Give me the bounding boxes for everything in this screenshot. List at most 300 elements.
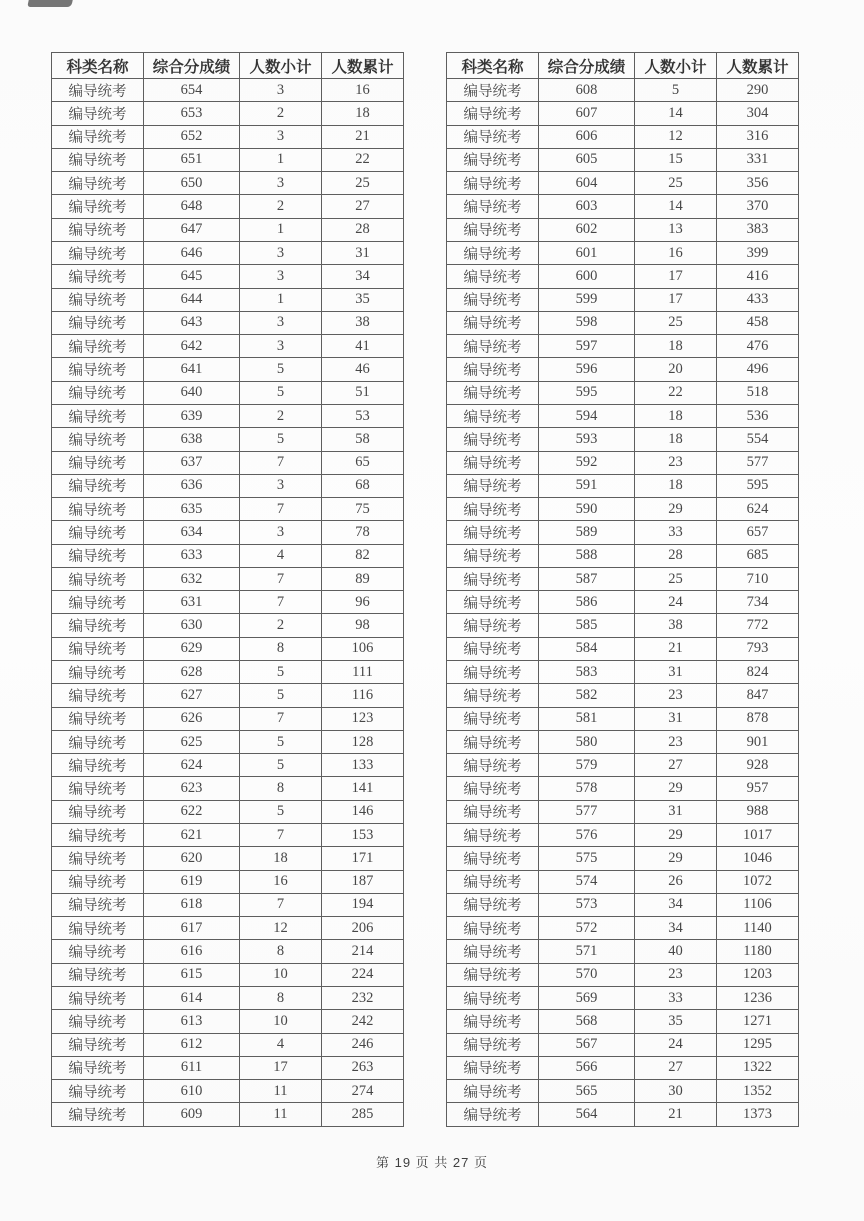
table-cell: 635: [144, 498, 240, 521]
table-cell: 571: [539, 940, 635, 963]
table-cell: 611: [144, 1056, 240, 1079]
table-cell: 18: [635, 428, 717, 451]
table-cell: 编导统考: [447, 1080, 539, 1103]
table-cell: 编导统考: [52, 498, 144, 521]
table-cell: 7: [240, 567, 322, 590]
table-cell: 1046: [717, 847, 799, 870]
table-cell: 41: [322, 335, 404, 358]
table-cell: 编导统考: [52, 125, 144, 148]
table-cell: 570: [539, 963, 635, 986]
table-cell: 580: [539, 730, 635, 753]
table-row: [447, 544, 799, 567]
table-row: [52, 754, 404, 777]
table-cell: 616: [144, 940, 240, 963]
table-cell: 433: [717, 288, 799, 311]
table-cell: 编导统考: [52, 777, 144, 800]
table-cell: 编导统考: [447, 684, 539, 707]
table-cell: 214: [322, 940, 404, 963]
table-cell: 8: [240, 986, 322, 1009]
table-cell: 编导统考: [447, 148, 539, 171]
table-cell: 187: [322, 870, 404, 893]
table-cell: 3: [240, 241, 322, 264]
table-cell: 637: [144, 451, 240, 474]
table-cell: 383: [717, 218, 799, 241]
table-cell: 641: [144, 358, 240, 381]
table-row: [52, 544, 404, 567]
table-cell: 编导统考: [447, 1033, 539, 1056]
table-cell: 编导统考: [52, 451, 144, 474]
table-row: [447, 963, 799, 986]
table-cell: 3: [240, 265, 322, 288]
table-row: [447, 218, 799, 241]
table-cell: 编导统考: [52, 521, 144, 544]
table-cell: 586: [539, 591, 635, 614]
table-row: [447, 498, 799, 521]
table-cell: 编导统考: [52, 800, 144, 823]
table-cell: 619: [144, 870, 240, 893]
table-cell: 编导统考: [447, 474, 539, 497]
table-cell: 10: [240, 963, 322, 986]
table-cell: 编导统考: [447, 707, 539, 730]
table-cell: 编导统考: [447, 986, 539, 1009]
table-cell: 2: [240, 404, 322, 427]
table-cell: 82: [322, 544, 404, 567]
table-cell: 710: [717, 567, 799, 590]
table-cell: 编导统考: [447, 661, 539, 684]
table-cell: 编导统考: [447, 358, 539, 381]
table-row: [447, 474, 799, 497]
table-cell: 496: [717, 358, 799, 381]
column-header: 人数累计: [717, 53, 799, 79]
table-cell: 1017: [717, 824, 799, 847]
table-cell: 623: [144, 777, 240, 800]
table-cell: 编导统考: [52, 754, 144, 777]
table-cell: 620: [144, 847, 240, 870]
table-cell: 582: [539, 684, 635, 707]
table-cell: 639: [144, 404, 240, 427]
table-cell: 3: [240, 125, 322, 148]
table-cell: 3: [240, 79, 322, 102]
table-cell: 12: [635, 125, 717, 148]
table-cell: 75: [322, 498, 404, 521]
header-row: [447, 53, 799, 79]
table-cell: 3: [240, 474, 322, 497]
table-cell: 编导统考: [447, 498, 539, 521]
table-row: [52, 404, 404, 427]
table-cell: 596: [539, 358, 635, 381]
table-cell: 1: [240, 288, 322, 311]
table-cell: 编导统考: [52, 218, 144, 241]
table-cell: 18: [322, 102, 404, 125]
table-row: [447, 707, 799, 730]
table-cell: 28: [635, 544, 717, 567]
table-cell: 编导统考: [52, 917, 144, 940]
table-cell: 1072: [717, 870, 799, 893]
table-cell: 654: [144, 79, 240, 102]
column-header: 人数小计: [635, 53, 717, 79]
table-row: [447, 870, 799, 893]
table-cell: 647: [144, 218, 240, 241]
table-cell: 25: [322, 172, 404, 195]
table-cell: 643: [144, 311, 240, 334]
table-cell: 编导统考: [447, 172, 539, 195]
table-row: [52, 567, 404, 590]
table-cell: 31: [635, 707, 717, 730]
table-cell: 编导统考: [52, 148, 144, 171]
table-cell: 21: [322, 125, 404, 148]
table-cell: 编导统考: [52, 940, 144, 963]
table-cell: 24: [635, 1033, 717, 1056]
scan-artifact: [27, 0, 72, 7]
table-row: [447, 1056, 799, 1079]
table-cell: 11: [240, 1080, 322, 1103]
table-row: [447, 1033, 799, 1056]
table-cell: 599: [539, 288, 635, 311]
table-cell: 601: [539, 241, 635, 264]
table-cell: 642: [144, 335, 240, 358]
table-cell: 629: [144, 637, 240, 660]
table-cell: 274: [322, 1080, 404, 1103]
table-cell: 编导统考: [52, 870, 144, 893]
table-cell: 编导统考: [52, 963, 144, 986]
table-cell: 116: [322, 684, 404, 707]
table-cell: 编导统考: [52, 311, 144, 334]
table-cell: 编导统考: [447, 847, 539, 870]
table-cell: 356: [717, 172, 799, 195]
table-cell: 171: [322, 847, 404, 870]
table-cell: 23: [635, 451, 717, 474]
table-cell: 65: [322, 451, 404, 474]
table-cell: 编导统考: [447, 335, 539, 358]
table-cell: 1295: [717, 1033, 799, 1056]
table-row: [447, 824, 799, 847]
table-cell: 51: [322, 381, 404, 404]
table-cell: 1352: [717, 1080, 799, 1103]
column-header: 人数小计: [240, 53, 322, 79]
table-row: [52, 707, 404, 730]
table-cell: 38: [322, 311, 404, 334]
table-cell: 399: [717, 241, 799, 264]
table-row: [447, 591, 799, 614]
table-cell: 8: [240, 940, 322, 963]
table-row: [52, 777, 404, 800]
table-cell: 编导统考: [447, 777, 539, 800]
table-cell: 25: [635, 172, 717, 195]
table-cell: 编导统考: [447, 940, 539, 963]
column-header: 综合分成绩: [144, 53, 240, 79]
table-cell: 编导统考: [52, 614, 144, 637]
table-cell: 574: [539, 870, 635, 893]
table-cell: 编导统考: [52, 1033, 144, 1056]
table-row: [52, 847, 404, 870]
table-row: [52, 614, 404, 637]
table-cell: 589: [539, 521, 635, 544]
table-row: [52, 800, 404, 823]
table-cell: 27: [322, 195, 404, 218]
table-cell: 编导统考: [52, 195, 144, 218]
table-cell: 31: [635, 800, 717, 823]
table-row: [52, 661, 404, 684]
table-cell: 编导统考: [447, 102, 539, 125]
table-cell: 634: [144, 521, 240, 544]
table-row: [52, 1010, 404, 1033]
table-row: [52, 684, 404, 707]
table-row: [447, 1010, 799, 1033]
table-cell: 598: [539, 311, 635, 334]
tables-container: [51, 52, 799, 1127]
table-cell: 584: [539, 637, 635, 660]
table-row: [447, 79, 799, 102]
table-cell: 编导统考: [447, 591, 539, 614]
table-cell: 650: [144, 172, 240, 195]
table-cell: 194: [322, 893, 404, 916]
table-cell: 编导统考: [52, 824, 144, 847]
table-cell: 7: [240, 498, 322, 521]
table-row: [52, 288, 404, 311]
table-cell: 536: [717, 404, 799, 427]
table-cell: 564: [539, 1103, 635, 1127]
table-cell: 编导统考: [447, 125, 539, 148]
table-cell: 604: [539, 172, 635, 195]
table-cell: 22: [635, 381, 717, 404]
table-cell: 编导统考: [52, 730, 144, 753]
table-cell: 572: [539, 917, 635, 940]
table-cell: 578: [539, 777, 635, 800]
table-cell: 16: [322, 79, 404, 102]
table-cell: 5: [240, 684, 322, 707]
table-cell: 638: [144, 428, 240, 451]
table-row: [52, 381, 404, 404]
table-cell: 3: [240, 521, 322, 544]
table-cell: 206: [322, 917, 404, 940]
table-cell: 331: [717, 148, 799, 171]
table-row: [52, 824, 404, 847]
table-cell: 98: [322, 614, 404, 637]
table-cell: 编导统考: [447, 917, 539, 940]
table-cell: 590: [539, 498, 635, 521]
table-cell: 96: [322, 591, 404, 614]
table-cell: 592: [539, 451, 635, 474]
table-cell: 8: [240, 777, 322, 800]
table-cell: 23: [635, 684, 717, 707]
table-cell: 编导统考: [447, 265, 539, 288]
table-cell: 653: [144, 102, 240, 125]
table-cell: 793: [717, 637, 799, 660]
column-header: 科类名称: [52, 53, 144, 79]
table-row: [447, 847, 799, 870]
table-cell: 3: [240, 172, 322, 195]
table-row: [447, 1103, 799, 1127]
table-cell: 106: [322, 637, 404, 660]
table-cell: 25: [635, 567, 717, 590]
table-cell: 编导统考: [447, 381, 539, 404]
table-cell: 17: [240, 1056, 322, 1079]
table-cell: 626: [144, 707, 240, 730]
table-cell: 5: [240, 358, 322, 381]
table-cell: 编导统考: [447, 311, 539, 334]
table-cell: 编导统考: [52, 381, 144, 404]
table-cell: 597: [539, 335, 635, 358]
table-cell: 编导统考: [447, 451, 539, 474]
table-cell: 1: [240, 218, 322, 241]
table-cell: 68: [322, 474, 404, 497]
table-row: [447, 335, 799, 358]
table-cell: 8: [240, 637, 322, 660]
table-cell: 657: [717, 521, 799, 544]
table-cell: 34: [635, 893, 717, 916]
table-cell: 624: [717, 498, 799, 521]
table-cell: 编导统考: [52, 893, 144, 916]
table-cell: 编导统考: [52, 428, 144, 451]
table-cell: 编导统考: [52, 567, 144, 590]
table-cell: 18: [240, 847, 322, 870]
table-cell: 652: [144, 125, 240, 148]
table-row: [52, 637, 404, 660]
table-row: [447, 986, 799, 1009]
table-row: [52, 218, 404, 241]
table-cell: 编导统考: [447, 79, 539, 102]
table-cell: 14: [635, 195, 717, 218]
table-cell: 566: [539, 1056, 635, 1079]
table-cell: 5: [240, 800, 322, 823]
table-row: [52, 498, 404, 521]
table-cell: 7: [240, 591, 322, 614]
table-cell: 577: [539, 800, 635, 823]
table-cell: 16: [240, 870, 322, 893]
table-cell: 编导统考: [447, 218, 539, 241]
table-cell: 1106: [717, 893, 799, 916]
table-cell: 20: [635, 358, 717, 381]
table-row: [52, 358, 404, 381]
table-row: [447, 917, 799, 940]
table-cell: 1236: [717, 986, 799, 1009]
table-cell: 603: [539, 195, 635, 218]
table-cell: 594: [539, 404, 635, 427]
table-row: [52, 172, 404, 195]
table-row: [447, 684, 799, 707]
table-cell: 编导统考: [52, 265, 144, 288]
table-cell: 编导统考: [447, 567, 539, 590]
table-cell: 编导统考: [447, 1056, 539, 1079]
page-footer: 第 19 页 共 27 页: [376, 1155, 488, 1170]
table-cell: 581: [539, 707, 635, 730]
table-cell: 847: [717, 684, 799, 707]
table-cell: 22: [322, 148, 404, 171]
table-cell: 编导统考: [52, 986, 144, 1009]
table-cell: 416: [717, 265, 799, 288]
table-cell: 35: [635, 1010, 717, 1033]
table-row: [52, 1056, 404, 1079]
table-cell: 625: [144, 730, 240, 753]
table-row: [52, 730, 404, 753]
table-cell: 编导统考: [447, 870, 539, 893]
table-cell: 242: [322, 1010, 404, 1033]
table-cell: 2: [240, 614, 322, 637]
table-cell: 5: [635, 79, 717, 102]
table-cell: 89: [322, 567, 404, 590]
table-cell: 588: [539, 544, 635, 567]
table-cell: 7: [240, 824, 322, 847]
table-cell: 编导统考: [447, 637, 539, 660]
table-row: [447, 404, 799, 427]
table-cell: 27: [635, 1056, 717, 1079]
table-cell: 285: [322, 1103, 404, 1127]
table-row: [52, 474, 404, 497]
table-cell: 3: [240, 335, 322, 358]
score-table-left: [51, 52, 404, 1127]
table-cell: 1373: [717, 1103, 799, 1127]
table-cell: 602: [539, 218, 635, 241]
table-cell: 5: [240, 381, 322, 404]
table-cell: 458: [717, 311, 799, 334]
table-cell: 编导统考: [52, 335, 144, 358]
table-cell: 11: [240, 1103, 322, 1127]
table-row: [447, 428, 799, 451]
table-cell: 33: [635, 986, 717, 1009]
table-cell: 编导统考: [447, 288, 539, 311]
table-cell: 577: [717, 451, 799, 474]
table-row: [52, 125, 404, 148]
table-cell: 585: [539, 614, 635, 637]
table-cell: 630: [144, 614, 240, 637]
table-cell: 645: [144, 265, 240, 288]
table-row: [447, 777, 799, 800]
table-cell: 290: [717, 79, 799, 102]
table-cell: 263: [322, 1056, 404, 1079]
table-row: [447, 567, 799, 590]
table-row: [52, 1103, 404, 1127]
table-cell: 23: [635, 730, 717, 753]
table-cell: 4: [240, 1033, 322, 1056]
table-cell: 569: [539, 986, 635, 1009]
table-cell: 编导统考: [52, 707, 144, 730]
table-cell: 编导统考: [447, 893, 539, 916]
table-cell: 651: [144, 148, 240, 171]
table-cell: 34: [322, 265, 404, 288]
table-cell: 53: [322, 404, 404, 427]
table-cell: 27: [635, 754, 717, 777]
table-row: [52, 148, 404, 171]
table-cell: 824: [717, 661, 799, 684]
table-row: [447, 730, 799, 753]
table-cell: 14: [635, 102, 717, 125]
table-cell: 567: [539, 1033, 635, 1056]
table-cell: 901: [717, 730, 799, 753]
table-cell: 304: [717, 102, 799, 125]
table-cell: 1: [240, 148, 322, 171]
table-cell: 2: [240, 195, 322, 218]
table-cell: 988: [717, 800, 799, 823]
table-row: [52, 917, 404, 940]
table-cell: 518: [717, 381, 799, 404]
table-cell: 18: [635, 335, 717, 358]
table-row: [52, 591, 404, 614]
table-row: [447, 893, 799, 916]
column-header: 人数累计: [322, 53, 404, 79]
table-cell: 38: [635, 614, 717, 637]
table-cell: 13: [635, 218, 717, 241]
table-cell: 123: [322, 707, 404, 730]
table-cell: 23: [635, 963, 717, 986]
table-cell: 78: [322, 521, 404, 544]
table-cell: 610: [144, 1080, 240, 1103]
table-cell: 615: [144, 963, 240, 986]
table-row: [447, 358, 799, 381]
table-cell: 878: [717, 707, 799, 730]
table-cell: 573: [539, 893, 635, 916]
table-row: [52, 335, 404, 358]
table-row: [447, 451, 799, 474]
